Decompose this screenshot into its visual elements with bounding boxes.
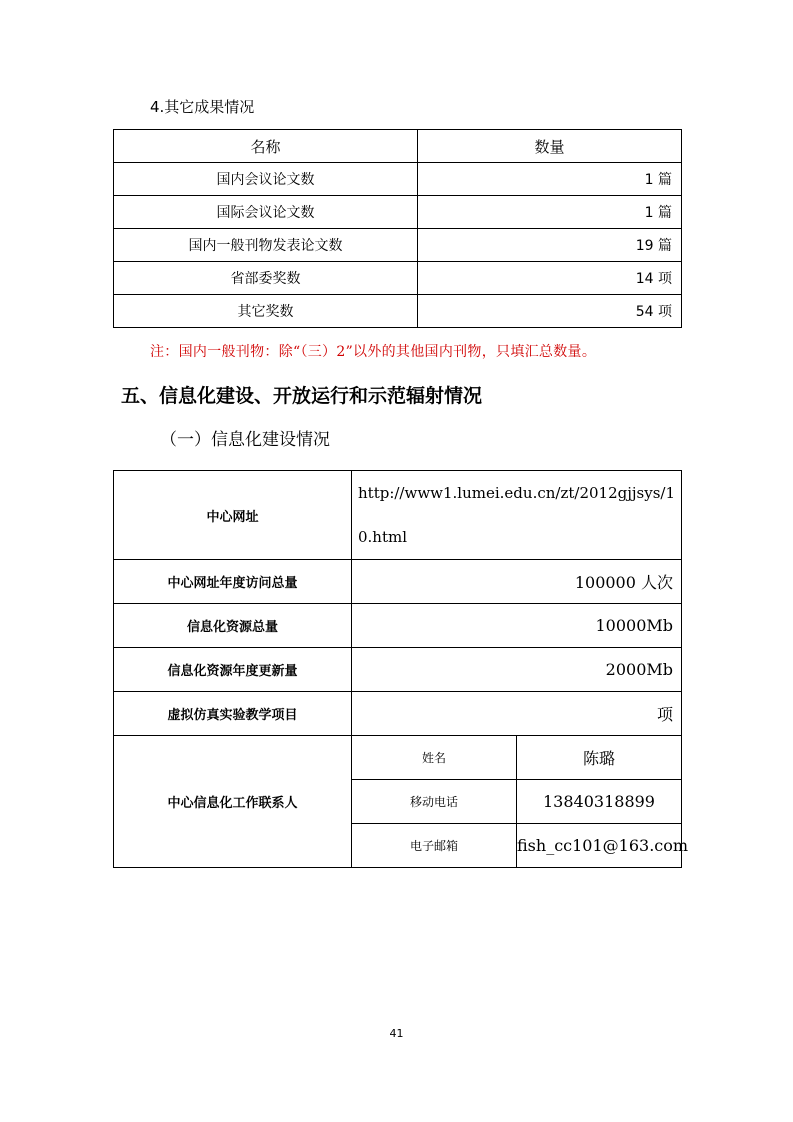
table-row	[114, 648, 682, 692]
visits-label: 中心网址年度访问总量	[114, 560, 352, 604]
contact-label: 中心信息化工作联系人	[114, 736, 352, 868]
virtual-value: 项	[352, 692, 682, 736]
visits-value: 100000 人次	[352, 560, 682, 604]
table-row	[114, 295, 682, 328]
row-name: 省部委奖数	[114, 262, 418, 295]
row-name: 国际会议论文数	[114, 196, 418, 229]
table-row	[114, 163, 682, 196]
row-count: 1 篇	[418, 163, 682, 196]
table-row	[114, 196, 682, 229]
phone-label: 移动电话	[352, 780, 517, 824]
row-name: 国内一般刊物发表论文数	[114, 229, 418, 262]
updates-label: 信息化资源年度更新量	[114, 648, 352, 692]
email-value: fish_cc101@163.com	[517, 824, 682, 868]
email-label: 电子邮箱	[352, 824, 517, 868]
section5-heading: 五、信息化建设、开放运行和示范辐射情况	[121, 385, 483, 407]
table-row	[114, 229, 682, 262]
table-row	[114, 736, 682, 780]
header-name: 名称	[114, 130, 418, 163]
url-label: 中心网址	[114, 471, 352, 560]
table-row	[114, 262, 682, 295]
row-count: 14 项	[418, 262, 682, 295]
table-row	[114, 692, 682, 736]
row-name: 其它奖数	[114, 295, 418, 328]
section4-heading: 4.其它成果情况	[150, 98, 255, 116]
updates-value: 2000Mb	[352, 648, 682, 692]
table-row	[114, 604, 682, 648]
url-value: http://www1.lumei.edu.cn/zt/2012gjjsys/10.html	[352, 471, 682, 560]
header-count: 数量	[418, 130, 682, 163]
table-header-row	[114, 130, 682, 163]
row-count: 1 篇	[418, 196, 682, 229]
row-count: 19 篇	[418, 229, 682, 262]
table-row	[114, 471, 682, 560]
subsection1-heading: （一）信息化建设情况	[160, 430, 330, 450]
name-label: 姓名	[352, 736, 517, 780]
achievements-table	[113, 129, 682, 328]
virtual-label: 虚拟仿真实验教学项目	[114, 692, 352, 736]
table-row	[114, 560, 682, 604]
resources-label: 信息化资源总量	[114, 604, 352, 648]
page-number: 41	[389, 1027, 404, 1040]
info-construction-table	[113, 470, 689, 868]
row-count: 54 项	[418, 295, 682, 328]
name-value: 陈璐	[517, 736, 682, 780]
row-name: 国内会议论文数	[114, 163, 418, 196]
table-note: 注：国内一般刊物：除“（三）2”以外的其他国内刊物，只填汇总数量。	[150, 344, 597, 360]
phone-value: 13840318899	[517, 780, 682, 824]
resources-value: 10000Mb	[352, 604, 682, 648]
